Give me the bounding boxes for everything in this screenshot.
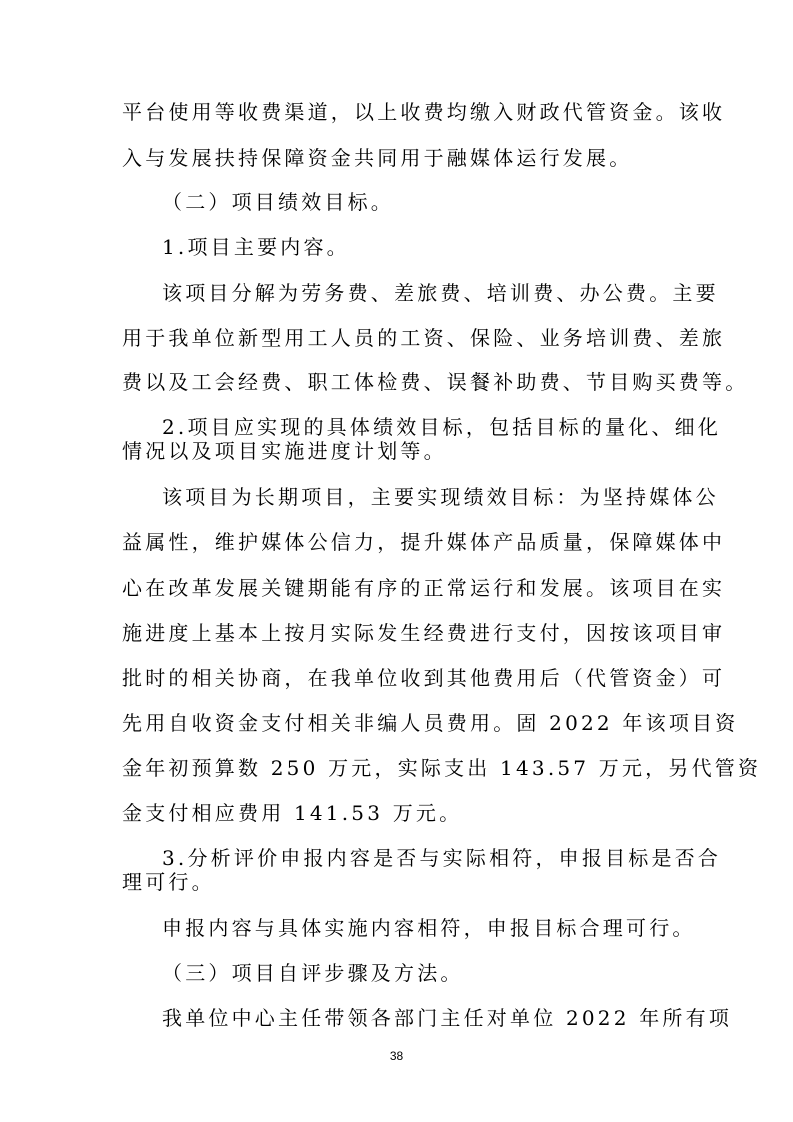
paragraph-line: 金年初预算数 250 万元，实际支出 143.57 万元，另代管资	[122, 756, 762, 780]
subsection-heading: 理可行。	[122, 870, 215, 894]
section-heading: （三）项目自评步骤及方法。	[162, 961, 464, 985]
subsection-heading: 2.项目应实现的具体绩效目标，包括目标的量化、细化	[162, 415, 722, 439]
paragraph-line: 费以及工会经费、职工体检费、误餐补助费、节目购买费等。	[122, 370, 749, 394]
paragraph-line: 心在改革发展关键期能有序的正常运行和发展。该项目在实	[122, 576, 726, 600]
paragraph-line: 入与发展扶持保障资金共同用于融媒体运行发展。	[122, 146, 633, 170]
paragraph-line: 益属性，维护媒体公信力，提升媒体产品质量，保障媒体中	[122, 530, 726, 554]
paragraph-line: 金支付相应费用 141.53 万元。	[122, 801, 463, 825]
page-number: 38	[389, 1049, 404, 1063]
paragraph-line: 该项目为长期项目，主要实现绩效目标：为坚持媒体公	[162, 485, 719, 509]
paragraph-line: 平台使用等收费渠道，以上收费均缴入财政代管资金。该收	[122, 100, 726, 124]
paragraph-line: 用于我单位新型用工人员的工资、保险、业务培训费、差旅	[122, 326, 726, 350]
paragraph-line: 先用自收资金支付相关非编人员费用。固 2022 年该项目资	[122, 711, 739, 735]
paragraph-line: 批时的相关协商，在我单位收到其他费用后（代管资金）可	[122, 666, 726, 690]
paragraph-line: 施进度上基本上按月实际发生经费进行支付，因按该项目审	[122, 621, 726, 645]
subsection-heading: 3.分析评价申报内容是否与实际相符，申报目标是否合	[162, 846, 722, 870]
subsection-heading: 1.项目主要内容。	[162, 235, 350, 259]
section-heading: （二）项目绩效目标。	[162, 190, 394, 214]
paragraph-line: 我单位中心主任带领各部门主任对单位 2022 年所有项	[162, 1006, 733, 1030]
paragraph-line: 申报内容与具体实施内容相符，申报目标合理可行。	[162, 916, 696, 940]
subsection-heading: 情况以及项目实施进度计划等。	[122, 439, 447, 463]
paragraph-line: 该项目分解为劳务费、差旅费、培训费、办公费。主要	[162, 281, 719, 305]
